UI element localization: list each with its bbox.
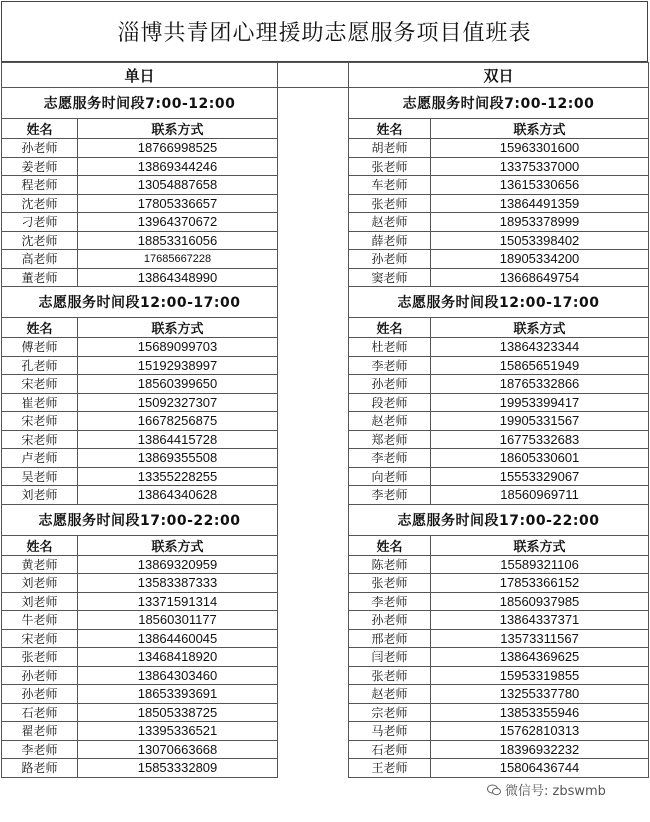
segment-label-odd: 志愿服务时间段12:00-17:00 [2,287,278,318]
volunteer-phone: 18765332866 [431,375,649,394]
wechat-icon [487,784,501,796]
column-gap [278,139,349,158]
volunteer-name: 张老师 [349,157,431,176]
column-gap [278,629,349,648]
volunteer-phone: 15953319855 [431,666,649,685]
volunteer-phone: 18653393691 [78,685,278,704]
column-gap [278,157,349,176]
volunteer-name: 黄老师 [2,555,78,574]
volunteer-phone: 13864460045 [78,629,278,648]
volunteer-name: 赵老师 [349,685,431,704]
volunteer-phone: 13573311567 [431,629,649,648]
column-gap [278,685,349,704]
volunteer-name: 石老师 [349,740,431,759]
volunteer-name: 张老师 [349,666,431,685]
volunteer-phone: 18766998525 [78,139,278,158]
volunteer-phone: 13371591314 [78,592,278,611]
volunteer-name: 赵老师 [349,412,431,431]
column-gap [278,356,349,375]
segment-label-even: 志愿服务时间段12:00-17:00 [349,287,649,318]
table-row [2,703,649,722]
volunteer-name: 石老师 [2,703,78,722]
column-gap [278,592,349,611]
volunteer-name: 李老师 [349,449,431,468]
volunteer-phone: 15865651949 [431,356,649,375]
volunteer-name: 赵老师 [349,213,431,232]
volunteer-phone: 15689099703 [78,338,278,357]
volunteer-phone: 13864369625 [431,648,649,667]
volunteer-name: 宋老师 [2,375,78,394]
name-header: 姓名 [349,119,431,139]
volunteer-name: 张老师 [349,194,431,213]
volunteer-phone: 18853316056 [78,231,278,250]
table-row [2,139,649,158]
volunteer-name: 郑老师 [349,430,431,449]
volunteer-phone: 13468418920 [78,648,278,667]
column-header-row [2,119,649,139]
contact-header: 联系方式 [78,535,278,555]
volunteer-phone: 15053398402 [431,231,649,250]
volunteer-phone: 13864337371 [431,611,649,630]
contact-header: 联系方式 [431,119,649,139]
volunteer-name: 刘老师 [2,486,78,505]
volunteer-name: 李老师 [2,740,78,759]
column-gap [278,555,349,574]
volunteer-phone: 18560301177 [78,611,278,630]
column-gap [278,318,349,338]
table-row [2,722,649,741]
volunteer-name: 牛老师 [2,611,78,630]
volunteer-name: 宋老师 [2,629,78,648]
segment-label-odd: 志愿服务时间段7:00-12:00 [2,88,278,119]
table-row [2,555,649,574]
volunteer-phone: 17853366152 [431,574,649,593]
volunteer-name: 闫老师 [349,648,431,667]
table-row [2,467,649,486]
volunteer-phone: 19953399417 [431,393,649,412]
volunteer-phone: 13864340628 [78,486,278,505]
segment-header-row [2,504,649,535]
volunteer-name: 杜老师 [349,338,431,357]
volunteer-phone: 18605330601 [431,449,649,468]
table-row [2,375,649,394]
segment-label-odd: 志愿服务时间段17:00-22:00 [2,504,278,535]
volunteer-name: 卢老师 [2,449,78,468]
volunteer-phone: 13869355508 [78,449,278,468]
volunteer-phone: 15589321106 [431,555,649,574]
volunteer-name: 孙老师 [349,250,431,269]
volunteer-phone: 13964370672 [78,213,278,232]
volunteer-phone: 16678256875 [78,412,278,431]
column-gap [278,250,349,269]
watermark-text: 微信号: zbswmb [505,784,606,799]
column-gap [278,574,349,593]
column-gap [278,338,349,357]
volunteer-name: 孙老师 [2,139,78,158]
table-row [2,338,649,357]
volunteer-name: 李老师 [349,486,431,505]
table-row [2,213,649,232]
volunteer-phone: 13864323344 [431,338,649,357]
contact-header: 联系方式 [431,318,649,338]
table-row [2,356,649,375]
volunteer-phone: 13070663668 [78,740,278,759]
segment-label-even: 志愿服务时间段17:00-22:00 [349,504,649,535]
name-header: 姓名 [2,318,78,338]
volunteer-phone: 15853332809 [78,759,278,778]
volunteer-name: 孙老师 [2,666,78,685]
contact-header: 联系方式 [431,535,649,555]
volunteer-name: 窦老师 [349,268,431,287]
segment-header-row [2,287,649,318]
column-header-row [2,535,649,555]
volunteer-name: 路老师 [2,759,78,778]
column-gap [278,430,349,449]
table-row [2,486,649,505]
volunteer-phone: 17805336657 [78,194,278,213]
table-row [2,574,649,593]
column-gap [278,63,349,88]
volunteer-phone: 13869344246 [78,157,278,176]
volunteer-name: 段老师 [349,393,431,412]
column-header-row [2,318,649,338]
volunteer-phone: 13864348990 [78,268,278,287]
column-gap [278,412,349,431]
volunteer-phone: 13853355946 [431,703,649,722]
table-row [2,611,649,630]
column-gap [278,287,349,318]
volunteer-phone: 18560399650 [78,375,278,394]
volunteer-name: 王老师 [349,759,431,778]
volunteer-name: 沈老师 [2,231,78,250]
volunteer-phone: 15553329067 [431,467,649,486]
column-gap [278,648,349,667]
column-gap [278,194,349,213]
even-day-label: 双日 [349,63,649,88]
volunteer-phone: 18560969711 [431,486,649,505]
volunteer-name: 李老师 [349,356,431,375]
table-row [2,157,649,176]
volunteer-phone: 13395336521 [78,722,278,741]
table-row [2,648,649,667]
volunteer-phone: 18905334200 [431,250,649,269]
table-row [2,759,649,778]
table-row [2,629,649,648]
table-row [2,393,649,412]
name-header: 姓名 [349,318,431,338]
volunteer-name: 李老师 [349,592,431,611]
table-row [2,449,649,468]
volunteer-name: 刘老师 [2,574,78,593]
volunteer-name: 姜老师 [2,157,78,176]
volunteer-phone: 15806436744 [431,759,649,778]
volunteer-phone: 13583387333 [78,574,278,593]
volunteer-phone: 15963301600 [431,139,649,158]
volunteer-name: 孙老师 [349,611,431,630]
volunteer-name: 孙老师 [349,375,431,394]
volunteer-phone: 17685667228 [78,250,278,269]
column-gap [278,535,349,555]
column-gap [278,740,349,759]
volunteer-phone: 13355228255 [78,467,278,486]
contact-header: 联系方式 [78,318,278,338]
volunteer-phone: 13255337780 [431,685,649,704]
volunteer-phone: 18396932232 [431,740,649,759]
volunteer-name: 董老师 [2,268,78,287]
table-row [2,194,649,213]
volunteer-phone: 15092327307 [78,393,278,412]
table-row [2,268,649,287]
odd-day-label: 单日 [2,63,278,88]
volunteer-name: 陈老师 [349,555,431,574]
column-gap [278,231,349,250]
volunteer-name: 张老师 [349,574,431,593]
name-header: 姓名 [2,119,78,139]
volunteer-name: 程老师 [2,176,78,195]
volunteer-name: 宋老师 [2,412,78,431]
volunteer-name: 刁老师 [2,213,78,232]
volunteer-name: 车老师 [349,176,431,195]
table-row [2,685,649,704]
column-gap [278,88,349,119]
volunteer-name: 高老师 [2,250,78,269]
table-row [2,592,649,611]
volunteer-phone: 13869320959 [78,555,278,574]
contact-header: 联系方式 [78,119,278,139]
volunteer-name: 翟老师 [2,722,78,741]
column-gap [278,119,349,139]
volunteer-name: 傅老师 [2,338,78,357]
column-gap [278,703,349,722]
day-header-row [2,63,649,88]
column-gap [278,666,349,685]
volunteer-name: 张老师 [2,648,78,667]
table-row [2,250,649,269]
table-row [2,231,649,250]
volunteer-name: 孔老师 [2,356,78,375]
table-row [2,412,649,431]
volunteer-name: 马老师 [349,722,431,741]
volunteer-name: 向老师 [349,467,431,486]
volunteer-phone: 18953378999 [431,213,649,232]
volunteer-phone: 13864415728 [78,430,278,449]
volunteer-name: 邢老师 [349,629,431,648]
column-gap [278,268,349,287]
column-gap [278,393,349,412]
column-gap [278,722,349,741]
volunteer-phone: 15762810313 [431,722,649,741]
volunteer-name: 胡老师 [349,139,431,158]
volunteer-name: 刘老师 [2,592,78,611]
column-gap [278,176,349,195]
page-title: 淄博共青团心理援助志愿服务项目值班表 [1,1,648,62]
volunteer-phone: 13864303460 [78,666,278,685]
volunteer-name: 吴老师 [2,467,78,486]
column-gap [278,467,349,486]
segment-label-even: 志愿服务时间段7:00-12:00 [349,88,649,119]
segment-header-row [2,88,649,119]
column-gap [278,611,349,630]
table-row [2,740,649,759]
volunteer-phone: 13375337000 [431,157,649,176]
column-gap [278,449,349,468]
table-row [2,176,649,195]
column-gap [278,213,349,232]
table-row [2,430,649,449]
name-header: 姓名 [2,535,78,555]
volunteer-name: 薛老师 [349,231,431,250]
column-gap [278,486,349,505]
volunteer-phone: 19905331567 [431,412,649,431]
watermark [484,779,609,800]
volunteer-name: 沈老师 [2,194,78,213]
column-gap [278,759,349,778]
column-gap [278,375,349,394]
volunteer-phone: 18505338725 [78,703,278,722]
volunteer-phone: 13864491359 [431,194,649,213]
volunteer-name: 宋老师 [2,430,78,449]
name-header: 姓名 [349,535,431,555]
volunteer-phone: 18560937985 [431,592,649,611]
volunteer-phone: 13615330656 [431,176,649,195]
volunteer-phone: 13668649754 [431,268,649,287]
volunteer-name: 孙老师 [2,685,78,704]
volunteer-phone: 13054887658 [78,176,278,195]
volunteer-phone: 15192938997 [78,356,278,375]
volunteer-name: 宗老师 [349,703,431,722]
volunteer-phone: 16775332683 [431,430,649,449]
column-gap [278,504,349,535]
duty-table [1,62,649,778]
table-row [2,666,649,685]
volunteer-name: 崔老师 [2,393,78,412]
